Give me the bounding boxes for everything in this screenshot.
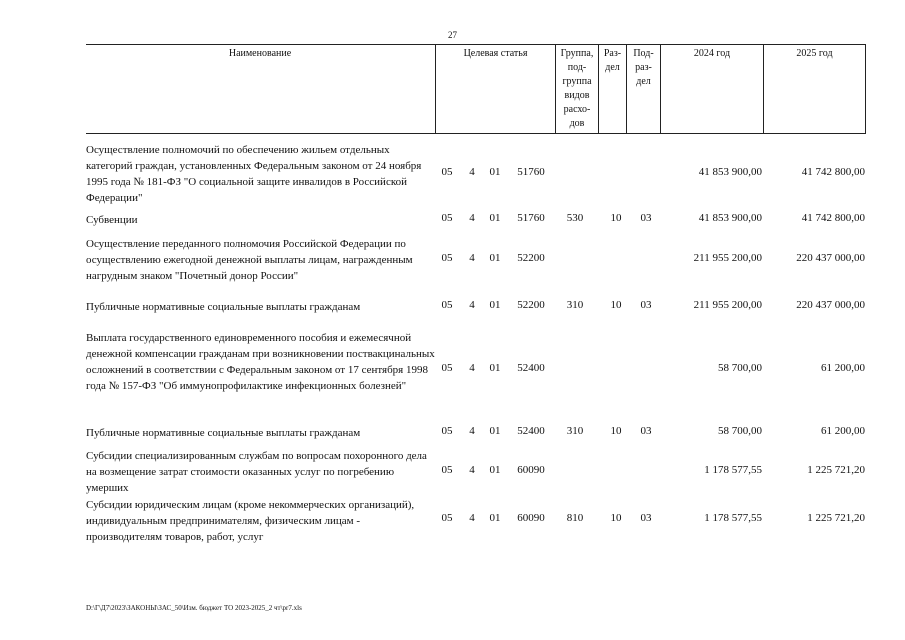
row-cell-c4: 52400 bbox=[517, 425, 545, 437]
row-2024: 58 700,00 bbox=[718, 425, 762, 437]
header-section: Раз- дел bbox=[598, 45, 626, 133]
row-cell-c2: 4 bbox=[469, 212, 475, 224]
row-cell-c1: 05 bbox=[441, 212, 453, 224]
row-2024: 41 853 900,00 bbox=[698, 166, 762, 178]
header-subsection: Под- раз- дел bbox=[626, 45, 660, 133]
row-cell-c4: 60090 bbox=[517, 464, 545, 476]
row-cell-c3: 01 bbox=[489, 299, 501, 311]
row-cell-c2: 4 bbox=[469, 252, 475, 264]
row-cell-sec: 10 bbox=[610, 299, 622, 311]
row-2025: 41 742 800,00 bbox=[801, 166, 865, 178]
row-cell-c2: 4 bbox=[469, 166, 475, 178]
row-cell-c4: 51760 bbox=[517, 212, 545, 224]
row-name: Выплата государственного единовременного пособия и ежемесячной денежной компенсации гражданам при возникновении поствакцинальных осложнений в соответствии с Федеральным законом от 17 сентября 1998 года № 157-ФЗ "Об иммунопрофилактике инфекционных болезней" bbox=[86, 332, 435, 392]
row-2024: 58 700,00 bbox=[718, 362, 762, 374]
row-2025: 220 437 000,00 bbox=[796, 299, 865, 311]
row-cell-c1: 05 bbox=[441, 252, 453, 264]
row-cell-sub: 03 bbox=[640, 212, 652, 224]
row-cell-c3: 01 bbox=[489, 425, 501, 437]
row-cell-c4: 52400 bbox=[517, 362, 545, 374]
row-cell-c4: 52200 bbox=[517, 252, 545, 264]
row-2024: 1 178 577,55 bbox=[704, 512, 762, 524]
row-cell-c2: 4 bbox=[469, 299, 475, 311]
row-cell-c4: 52200 bbox=[517, 299, 545, 311]
row-cell-c1: 05 bbox=[441, 299, 453, 311]
row-cell-c2: 4 bbox=[469, 464, 475, 476]
row-cell-c1: 05 bbox=[441, 362, 453, 374]
row-2024: 211 955 200,00 bbox=[693, 299, 762, 311]
header-2025: 2025 год bbox=[763, 45, 866, 133]
row-cell-c3: 01 bbox=[489, 166, 501, 178]
row-2025: 41 742 800,00 bbox=[801, 212, 865, 224]
row-cell-c2: 4 bbox=[469, 362, 475, 374]
row-2024: 41 853 900,00 bbox=[698, 212, 762, 224]
row-name: Субвенции bbox=[86, 214, 138, 226]
row-2024: 211 955 200,00 bbox=[693, 252, 762, 264]
row-2025: 1 225 721,20 bbox=[807, 464, 865, 476]
row-cell-c3: 01 bbox=[489, 512, 501, 524]
row-cell-c1: 05 bbox=[441, 512, 453, 524]
row-cell-sub: 03 bbox=[640, 299, 652, 311]
row-name: Публичные нормативные социальные выплаты гражданам bbox=[86, 427, 361, 439]
row-cell-c1: 05 bbox=[441, 425, 453, 437]
header-target: Целевая статья bbox=[435, 45, 555, 133]
row-cell-sub: 03 bbox=[640, 425, 652, 437]
row-name: Субсидии специализированным службам по вопросам похоронного дела на возмещение затрат стоимости оказанных услуг по погребению умерших bbox=[86, 450, 427, 494]
row-cell-c2: 4 bbox=[469, 425, 475, 437]
row-cell-c3: 01 bbox=[489, 252, 501, 264]
row-2025: 61 200,00 bbox=[821, 425, 865, 437]
row-cell-c3: 01 bbox=[489, 464, 501, 476]
row-name: Публичные нормативные социальные выплаты гражданам bbox=[86, 301, 361, 313]
page-number: 27 bbox=[448, 30, 457, 40]
row-cell-grp: 530 bbox=[566, 212, 584, 224]
row-cell-sub: 03 bbox=[640, 512, 652, 524]
row-cell-c4: 51760 bbox=[517, 166, 545, 178]
row-cell-grp: 310 bbox=[566, 425, 584, 437]
row-2025: 61 200,00 bbox=[821, 362, 865, 374]
row-2025: 1 225 721,20 bbox=[807, 512, 865, 524]
row-cell-grp: 810 bbox=[566, 512, 584, 524]
row-cell-sec: 10 bbox=[610, 212, 622, 224]
row-2025: 220 437 000,00 bbox=[796, 252, 865, 264]
row-cell-c4: 60090 bbox=[517, 512, 545, 524]
row-cell-c1: 05 bbox=[441, 464, 453, 476]
header-name: Наименование bbox=[228, 48, 292, 59]
row-cell-sec: 10 bbox=[610, 512, 622, 524]
row-name: Осуществление переданного полномочия Российской Федерации по осуществлению ежегодной денежной выплаты лицам, награжденным нагрудным знаком "Почетный донор России" bbox=[86, 238, 413, 282]
header-2024: 2024 год bbox=[660, 45, 763, 133]
row-cell-c3: 01 bbox=[489, 212, 501, 224]
row-cell-grp: 310 bbox=[566, 299, 584, 311]
table-header bbox=[86, 44, 866, 134]
row-name: Субсидии юридическим лицам (кроме некоммерческих организаций), индивидуальным предпринимателям, физическим лицам - производителям товаров, работ, услуг bbox=[86, 499, 415, 543]
row-cell-c1: 05 bbox=[441, 166, 453, 178]
row-cell-c3: 01 bbox=[489, 362, 501, 374]
row-cell-c2: 4 bbox=[469, 512, 475, 524]
row-name: Осуществление полномочий по обеспечению жильем отдельных категорий граждан, установленных Федеральным законом от 24 ноября 1995 года № 181-ФЗ "О социальной защите инвалидов в Российской Федерации" bbox=[86, 144, 422, 204]
footer-path: D:\Г\Д7\2023\ЗАКОНЫ\ЗАС_50\Изм. бюджет ТО 2023-2025_2 чт\pr7.xls bbox=[86, 604, 302, 612]
header-group: Группа, под- группа видов расхо- дов bbox=[555, 45, 598, 133]
row-cell-sec: 10 bbox=[610, 425, 622, 437]
row-2024: 1 178 577,55 bbox=[704, 464, 762, 476]
